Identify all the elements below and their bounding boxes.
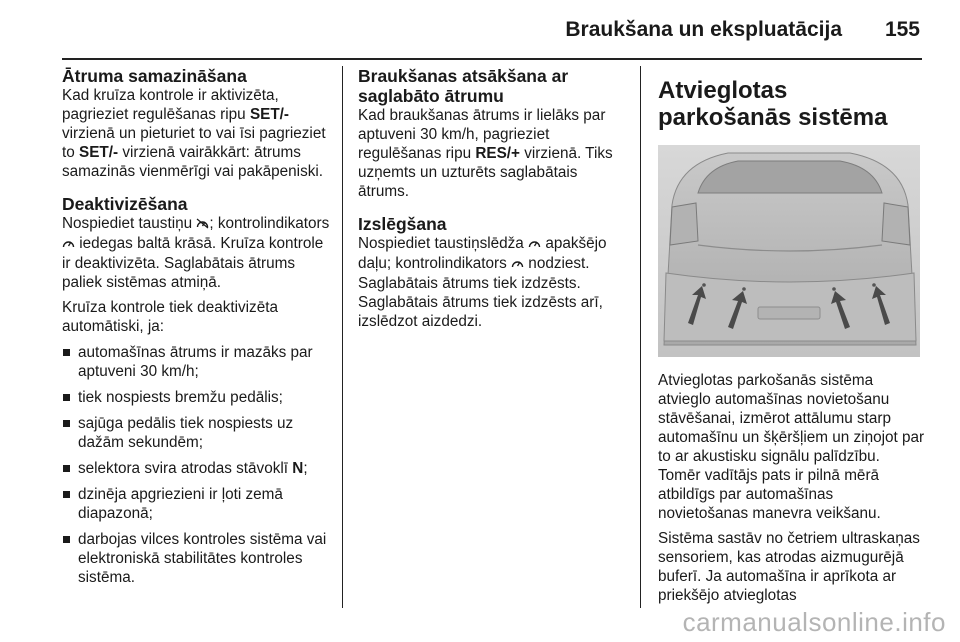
- paragraph-speed-reduction: [62, 86, 332, 181]
- paragraph-auto-deactivation: Kruīza kontrole tiek deaktivizēta automātiski, ja:: [62, 299, 278, 335]
- text-run: ; kontrolindikators: [209, 215, 330, 232]
- control-label-set: SET/-: [79, 144, 119, 161]
- paragraph-resume-speed: [358, 106, 626, 201]
- text-run: apakšējo daļu; kontrolindikators: [358, 235, 607, 272]
- deactivation-conditions-list: [62, 343, 332, 587]
- text-run: Kad kruīza kontrole ir aktivizēta, pagrieziet regulēšanas ripu: [62, 87, 279, 123]
- header-divider: [62, 58, 922, 60]
- paragraph-parking-assist-sensors: Sistēma sastāv no četriem ultraskaņas sensoriem, kas atrodas aizmugurējā buferī. Ja automašīna ir aprīkota ar priekšējo atvieglotas: [658, 530, 920, 604]
- list-item: [62, 459, 332, 478]
- cruise-control-indicator-icon: [62, 237, 75, 252]
- text-run: selektora svira atrodas stāvoklī: [78, 460, 293, 477]
- list-item: darbojas vilces kontroles sistēma vai elektroniskā stabilitātes kontroles sistēma.: [62, 530, 332, 587]
- paragraph-switch-off: [358, 234, 626, 331]
- control-label-set: SET/-: [249, 106, 290, 123]
- text-run: iedegas baltā krāsā. Kruīza kontrole ir deaktivizēta. Saglabātais ātrums paliek sistēmas atmiņā.: [62, 235, 324, 291]
- text-run: nodziest. Saglabātais ātrums tiek izdzēsts. Saglabātais ātrums tiek izdzēsts arī, izslēdzot aizdedzi.: [358, 255, 603, 330]
- column-3: [658, 66, 926, 605]
- list-item: sajūga pedālis tiek nospiests uz dažām sekundēm;: [62, 414, 332, 452]
- column-divider-1: [342, 66, 343, 608]
- page-header: [0, 0, 960, 58]
- text-run: Nospiediet taustiņu: [62, 215, 197, 232]
- section-title-switch-off: Izslēgšana: [358, 214, 447, 234]
- cruise-control-indicator-icon: [511, 257, 524, 272]
- section-title-resume-speed: Braukšanas atsākšana ar saglabāto ātrumu: [358, 66, 569, 106]
- running-header-title: Braukšana un ekspluatācija: [565, 18, 842, 41]
- section-title-speed-reduction: Ātruma samazināšana: [62, 66, 247, 86]
- list-item: dzinēja apgriezieni ir ļoti zemā diapazonā;: [62, 485, 332, 523]
- paragraph-deactivation: [62, 214, 332, 292]
- column-1: [62, 66, 332, 587]
- text-run: virzienā un pieturiet to vai īsi pagrieziet to: [62, 125, 326, 161]
- selector-position-n: N: [292, 460, 304, 477]
- cruise-control-indicator-icon: [528, 237, 541, 252]
- column-2: [358, 66, 626, 331]
- cruise-off-icon: [196, 217, 209, 232]
- text-run: Kad braukšanas ātrums ir lielāks par aptuveni 30 km/h, pagrieziet regulēšanas ripu: [358, 107, 606, 162]
- list-item: automašīnas ātrums ir mazāks par aptuveni 30 km/h;: [62, 343, 332, 381]
- watermark: carmanualsonline.info: [682, 607, 946, 637]
- text-run: virzienā vairākkārt: ātrums samazinās vienmērīgi vai pakāpeniski.: [62, 144, 324, 180]
- text-run: virzienā. Tiks uzņemts un uzturēts saglabātais ātrums.: [358, 145, 613, 200]
- page-number: 155: [884, 18, 920, 41]
- list-item: tiek nospiests bremžu pedālis;: [62, 388, 332, 407]
- column-divider-2: [640, 66, 641, 608]
- section-title-deactivation: Deaktivizēšana: [62, 194, 188, 214]
- control-label-res: RES/+: [475, 145, 520, 162]
- text-run: Nospiediet taustiņslēdža: [358, 235, 529, 252]
- text-run: ;: [303, 460, 308, 477]
- car-rear-parking-sensors-illustration: [658, 145, 920, 357]
- section-title-parking-assist: Atvieglotas parkošanās sistēma: [658, 77, 888, 131]
- paragraph-parking-assist-intro: Atvieglotas parkošanās sistēma atvieglo automašīnas novietošanu stāvēšanai, izmērot attālumu starp automašīnu un šķēršļiem un ziņojot par to ar akustisku signālu palīdzību. Tomēr vadītājs pats ir pilnā mērā atbildīgs par automašīnas novietošanas manevra veikšanu.: [658, 372, 925, 522]
